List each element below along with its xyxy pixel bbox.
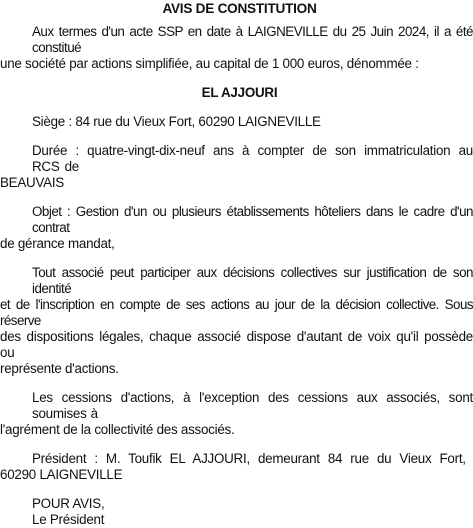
cessions-paragraph xyxy=(0,390,473,438)
duree-line-2: BEAUVAIS xyxy=(0,175,64,190)
associes-line-4: représente d'actions. xyxy=(0,361,119,376)
president-line-2: 60290 LAIGNEVILLE xyxy=(0,467,123,482)
signature-line-1: POUR AVIS, xyxy=(32,496,105,511)
spacer xyxy=(0,72,473,85)
objet-line-1: Objet : Gestion d'un ou plusieurs établissements hôteliers dans le cadre d'un contrat xyxy=(32,204,473,235)
spacer xyxy=(0,130,473,143)
signature-block xyxy=(0,496,473,528)
cessions-line-1: Les cessions d'actions, à l'exception des cessions aux associés, sont soumises à xyxy=(32,390,473,421)
notice-title: AVIS DE CONSTITUTION xyxy=(162,1,317,16)
duree-line-1: Durée : quatre-vingt-dix-neuf ans à compter de son immatriculation au RCS de xyxy=(32,143,473,174)
spacer xyxy=(0,438,473,451)
objet-paragraph xyxy=(0,204,473,252)
intro-line-1: Aux termes d'un acte SSP en date à LAIGNEVILLE du 25 Juin 2024, il a été constitué xyxy=(32,24,473,55)
spacer xyxy=(0,377,473,390)
president-line-1: Président : M. Toufik EL AJJOURI, demeurant 84 rue du Vieux Fort, xyxy=(32,451,466,466)
spacer xyxy=(0,101,473,114)
spacer xyxy=(0,252,473,265)
company-name: EL AJJOURI xyxy=(201,85,278,100)
siege-line: Siège : 84 rue du Vieux Fort, 60290 LAIGNEVILLE xyxy=(32,114,321,129)
duree-paragraph xyxy=(0,143,473,191)
signature-line-2: Le Président xyxy=(32,512,105,527)
intro-line-2: une société par actions simplifiée, au capital de 1 000 euros, dénommée : xyxy=(0,56,419,71)
spacer xyxy=(0,483,473,496)
associes-line-2: et de l'inscription en compte de ses actions au jour de la décision collective. Sous réserve xyxy=(0,297,473,328)
intro-paragraph xyxy=(0,24,473,72)
associes-line-3: des dispositions légales, chaque associé dispose d'autant de voix qu'il possède ou xyxy=(0,329,473,360)
spacer xyxy=(0,191,473,204)
associes-paragraph xyxy=(0,265,473,377)
spacer xyxy=(0,17,473,24)
president-paragraph xyxy=(0,451,473,483)
cessions-line-2: l'agrément de la collectivité des associés. xyxy=(0,422,235,437)
objet-line-2: de gérance mandat, xyxy=(0,236,115,251)
associes-line-1: Tout associé peut participer aux décisions collectives sur justification de son identité xyxy=(32,265,473,296)
